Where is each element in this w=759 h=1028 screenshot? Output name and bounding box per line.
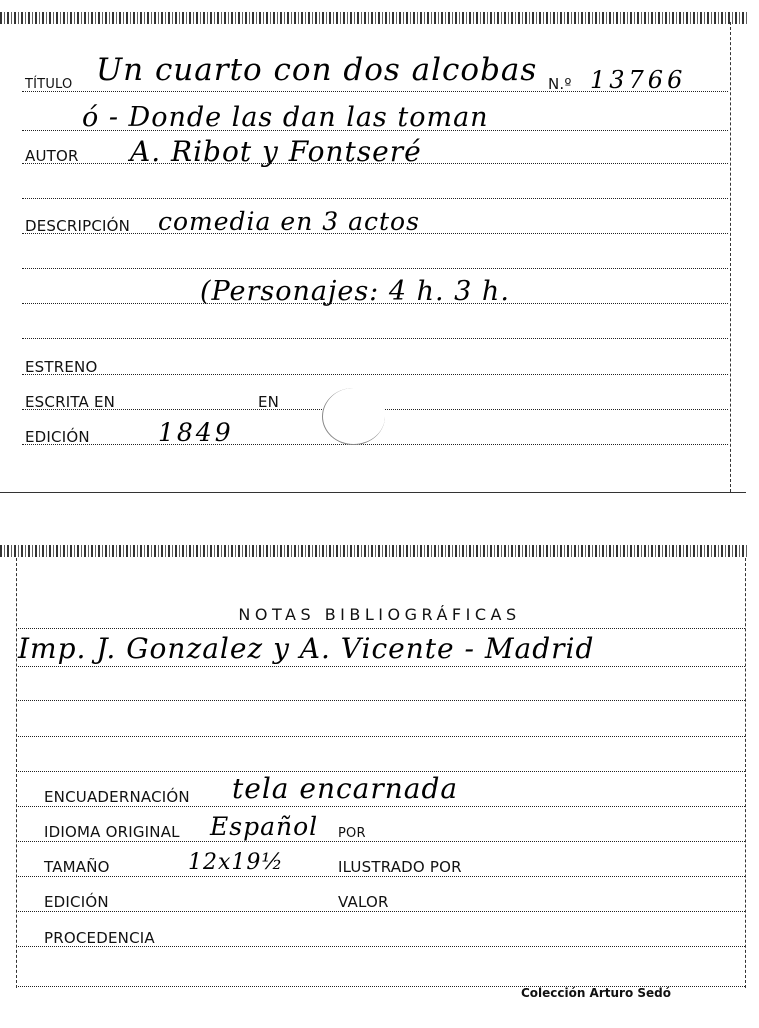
- ruled-line: [22, 374, 728, 375]
- tamano-value: 12x19½: [188, 850, 284, 875]
- ilustrado-label: ILUSTRADO POR: [338, 858, 462, 876]
- encuadernacion-value: tela encarnada: [232, 772, 459, 805]
- notas-value: Imp. J. Gonzalez y A. Vicente - Madrid: [18, 632, 595, 665]
- valor-label: VALOR: [338, 893, 389, 911]
- card-bottom-border: [0, 492, 746, 493]
- ruled-line: [18, 876, 745, 877]
- ruled-line: [18, 806, 745, 807]
- faded-stamp: [322, 388, 385, 445]
- autor-label: AUTOR: [25, 147, 79, 165]
- numero-label: N.º: [548, 75, 572, 93]
- ruled-line: [18, 700, 745, 701]
- numero-value: 13766: [590, 66, 687, 94]
- card-top-edge: [0, 12, 748, 24]
- titulo-subtitle: ó - Donde las dan las toman: [82, 102, 489, 133]
- por-label: POR: [338, 826, 366, 841]
- ruled-line: [18, 736, 745, 737]
- card-right-border: [730, 22, 731, 492]
- autor-value: A. Ribot y Fontseré: [130, 135, 422, 168]
- collection-credit: Colección Arturo Sedó: [520, 986, 671, 1000]
- ruled-line: [22, 268, 728, 269]
- idioma-value: Español: [210, 812, 319, 841]
- titulo-label: TÍTULO: [25, 77, 73, 92]
- ruled-line: [22, 338, 728, 339]
- ruled-line: [18, 841, 745, 842]
- descripcion-label: DESCRIPCIÓN: [25, 217, 131, 235]
- edicion-value: 1849: [158, 418, 234, 447]
- edicion2-label: EDICIÓN: [44, 893, 109, 911]
- ruled-line: [18, 666, 745, 667]
- personajes-value: (Personajes: 4 h. 3 h.: [200, 276, 510, 307]
- escrita-label: ESCRITA EN: [25, 393, 116, 411]
- titulo-value: Un cuarto con dos alcobas: [96, 52, 538, 88]
- ruled-line: [22, 198, 728, 199]
- edicion-label: EDICIÓN: [25, 428, 90, 446]
- estreno-label: ESTRENO: [25, 358, 98, 376]
- card-top-edge: [0, 545, 748, 557]
- catalog-card-top: [0, 0, 759, 495]
- ruled-line: [18, 911, 745, 912]
- idioma-label: IDIOMA ORIGINAL: [44, 823, 180, 841]
- ruled-line: [22, 444, 728, 445]
- encuadernacion-label: ENCUADERNACIÓN: [44, 788, 190, 806]
- ruled-line: [18, 628, 745, 629]
- notas-heading: NOTAS BIBLIOGRÁFICAS: [238, 605, 521, 624]
- en-label: EN: [258, 393, 280, 411]
- procedencia-label: PROCEDENCIA: [44, 929, 155, 947]
- tamano-label: TAMAÑO: [44, 858, 110, 876]
- descripcion-value: comedia en 3 actos: [158, 207, 420, 236]
